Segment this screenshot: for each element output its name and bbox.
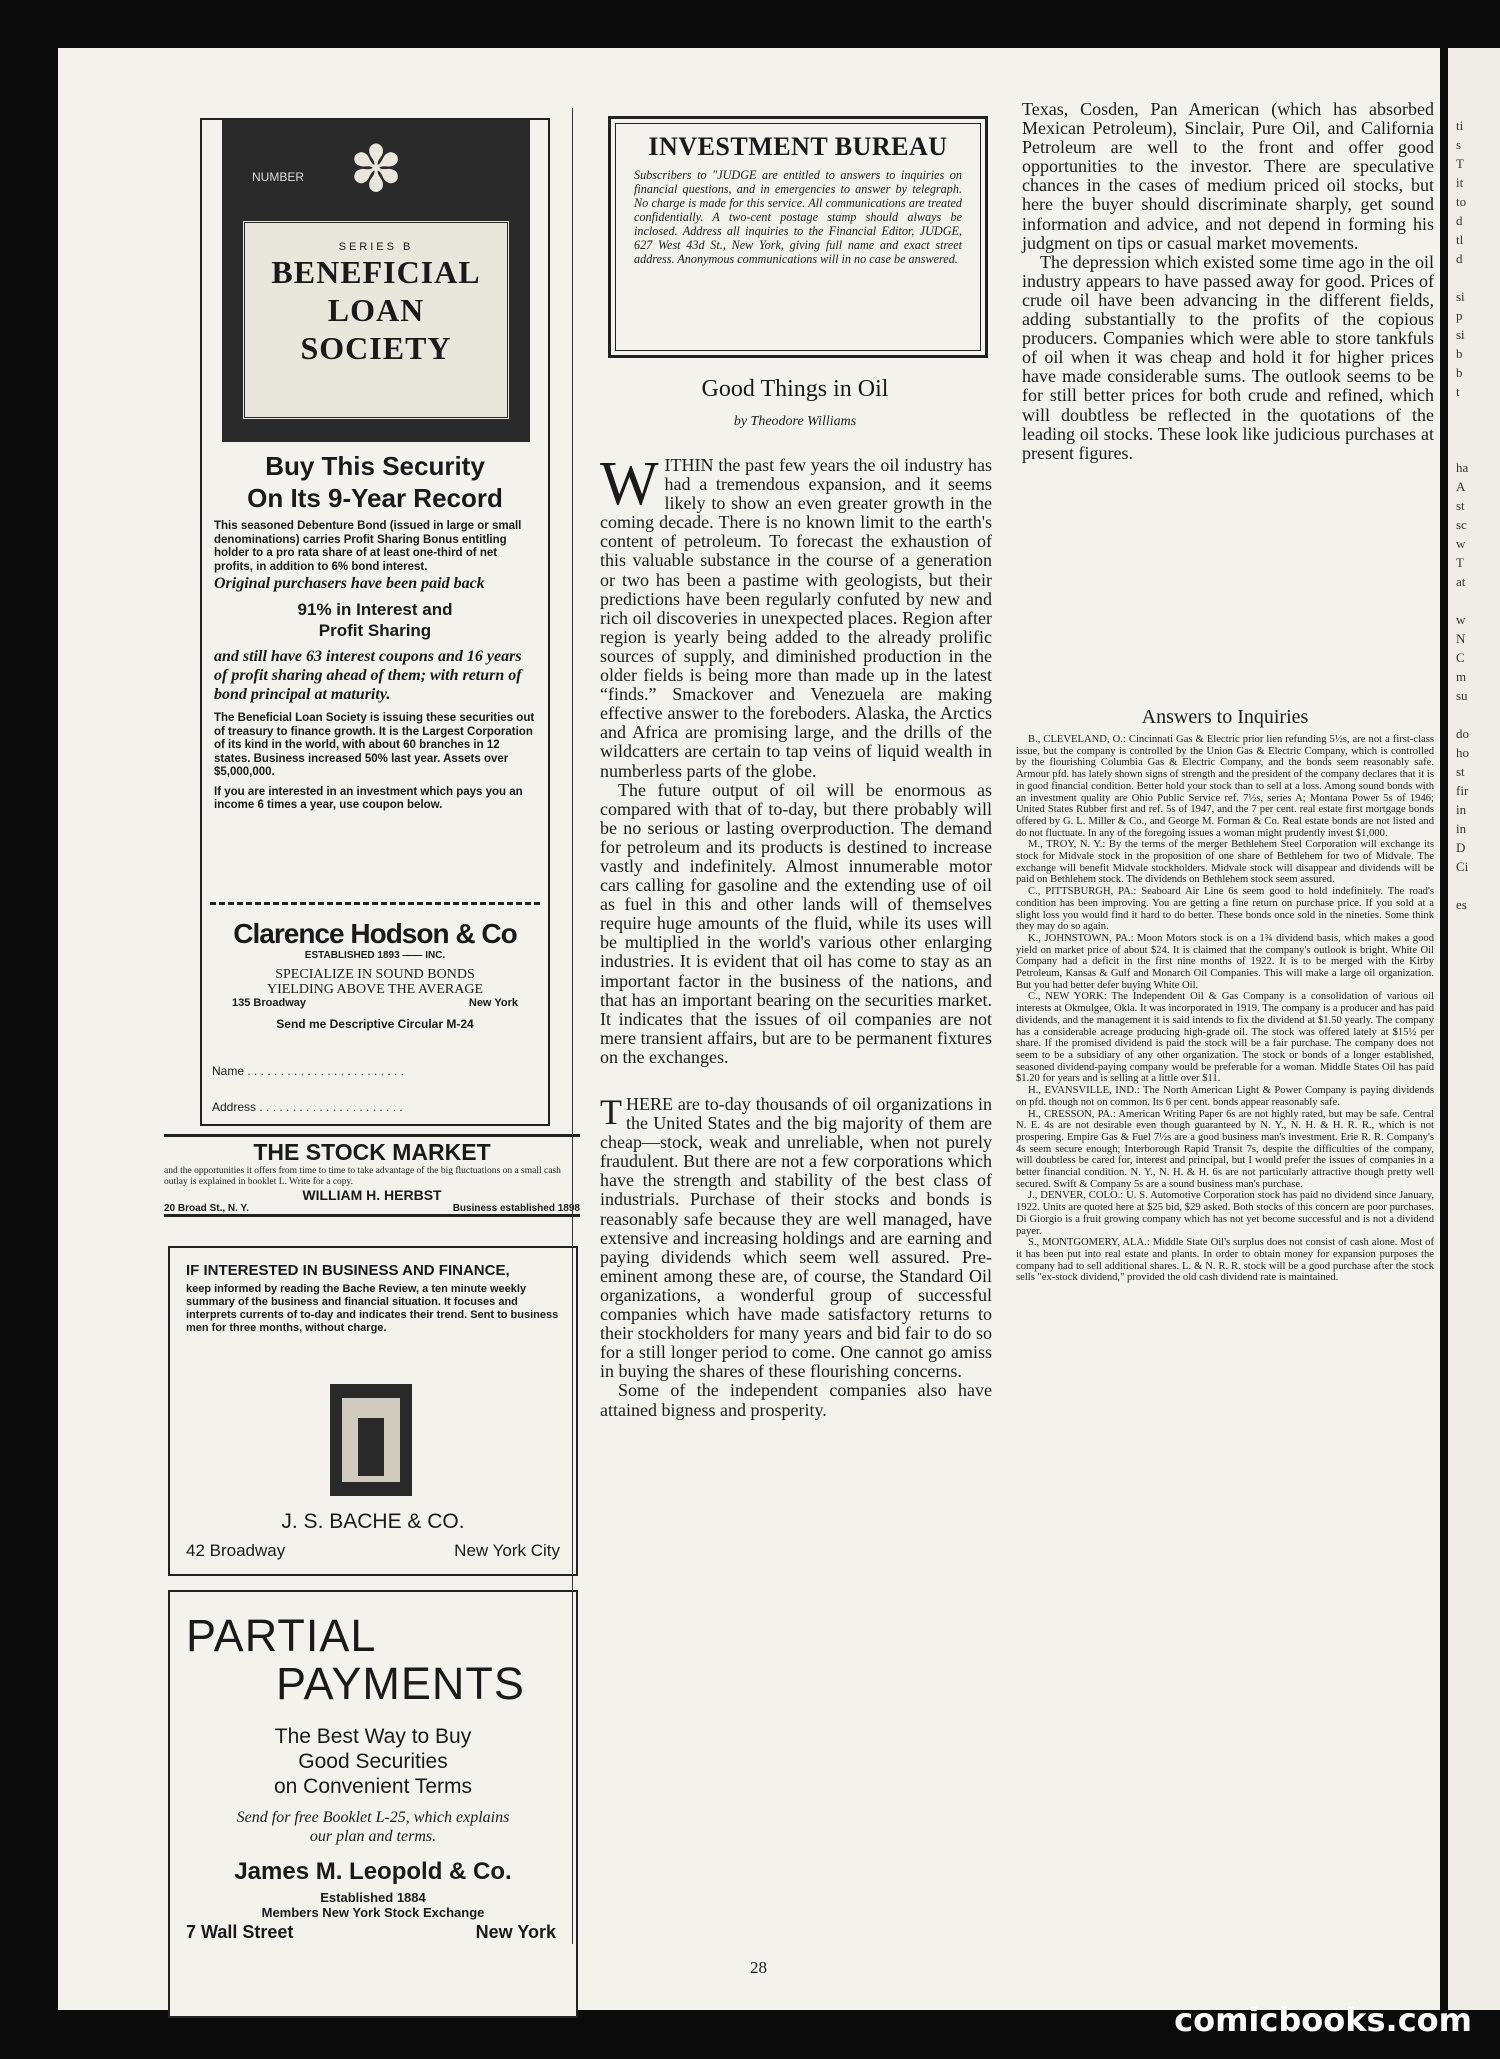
page-number: 28 xyxy=(750,1958,767,1977)
answer-item: C., PITTSBURGH, PA.: Seaboard Air Line 6s seem good to hold indefinitely. The road's condition has been improving. You are getting a fine return on purchase price. If you sold at a slight loss you would find it hard to do better. These bonds once sold in the nineties. Some think they may do so again. xyxy=(1016,886,1434,933)
leopold-title-1: PARTIAL xyxy=(186,1610,377,1661)
drop-cap-2: T xyxy=(600,1092,622,1132)
bond-certificate-image xyxy=(222,120,530,442)
facing-page-strip xyxy=(1448,48,1500,2010)
article-p1-text: the past few years the oil industry has had a tremendous expansion, and it seems likely to show an even greater growth in the coming decade. There is no known limit to the earth's content of petroleum. To forecast the exhaustion of this valuable substance in the course of a generation or two has been a pastime with geologists, but their predictions have been regularly confuted by new and rich oil discoveries in unexpected places. Region after region is yearly being added to the already prolific sources of supply, and diminished production in the older fields is being more than made up in the latest “finds.” Smackover and Venezuela are making effective answer to the foreboders. Alaska, the Arctics and Africa are promising large, and the drills of the wildcatters are certain to tap veins of liquid wealth in numberless parts of the globe. xyxy=(600,455,992,781)
cert-name-1: BENEFICIAL xyxy=(271,254,481,290)
cert-name-2: LOAN xyxy=(327,292,425,328)
beneficial-loan-ad xyxy=(200,118,550,1126)
leopold-italic-1: Send for free Booklet L-25, which explains xyxy=(236,1809,510,1826)
bond-big-2: Profit Sharing xyxy=(318,621,432,640)
bache-title: IF INTERESTED IN BUSINESS AND FINANCE, xyxy=(186,1262,510,1279)
hodson-spec-2: YIELDING ABOVE THE AVERAGE xyxy=(266,982,484,997)
article-p3-text: are to-day thousands of oil organizations in the United States and the big majority of them are cheap—stock, weak and unreliable, when not purely fraudulent. But there are not a few corporations which have the strength and stability of the best class of industrials. Purchase of their stocks and bonds is reasonably safe because they are well managed, have extensive and increasing holdings and are earning and paying dividends which seem well assured. Pre-eminent among these are, of course, the Standard Oil organizations, a wonderful group of successful companies which have made satisfactory returns to their stockholders for many years and bid fair to do so for a still longer period to come. One cannot go amiss in buying the shares of these flourishing concerns. xyxy=(600,1094,992,1382)
leopold-est-2: Members New York Stock Exchange xyxy=(261,1905,485,1920)
stock-market-footer xyxy=(164,1203,580,1217)
bond-headline xyxy=(202,450,548,514)
answers-title: Answers to Inquiries xyxy=(1141,706,1309,728)
bache-ad xyxy=(168,1246,578,1576)
stock-market-title: THE STOCK MARKET xyxy=(164,1134,580,1166)
eagle-icon: ✽ xyxy=(349,134,403,205)
leopold-sub xyxy=(170,1724,576,1799)
stock-market-who: WILLIAM H. HERBST xyxy=(302,1187,442,1203)
coupon-name-field[interactable]: Name . . . . . . . . . . . . . . . . . . . . . . . . xyxy=(212,1064,405,1078)
drop-cap: W xyxy=(600,450,659,518)
bond-headline-2: On Its 9-Year Record xyxy=(247,483,503,513)
article-column-1 xyxy=(600,450,992,1420)
answer-item: B., CLEVELAND, O.: Cincinnati Gas & Electric prior lien refunding 5½s, are not a first-class issue, but the company is controlled by the Union Gas & Electric Company, which is controlled by the flourishing Columbia Gas & Electric Company, and the bonds seem reasonably safe. Armour pfd. has lately shown signs of strength and the president of the company declares that it is in good financial condition. Better hold your stock than to sell at a loss. Among sound bonds with an investment quality are Ohio Public Service ref. 7½s, series A; Montana Power 5s of 1946; United States Rubber first and ref. 5s of 1947, and the 7 per cent. real estate first mortgage bonds offered by G. L. Miller & Co., and George M. Forman & Co. Real estate bonds are not listed and do not fluctuate. In any of the foregoing issues a woman might prudently invest $1,000. xyxy=(1016,734,1434,839)
bache-firm: J. S. BACHE & CO. xyxy=(281,1510,465,1533)
stock-market-est: Business established 1898 xyxy=(452,1203,580,1214)
answer-item: M., TROY, N. Y.: By the terms of the merger Bethlehem Steel Corporation will exchange its stock for Midvale stock in the proposition of one share of Bethlehem for two of Midvale. The exchange will benefit Midvale stockholders. Midvale stock will disappear and dividends will be paid on Bethlehem stock. The dividends on Bethlehem stock seem assured. xyxy=(1016,839,1434,886)
article-title: Good Things in Oil xyxy=(701,376,889,402)
bond-headline-1: Buy This Security xyxy=(265,451,485,481)
answers-list xyxy=(1016,734,1434,1284)
lead-word: ITHIN xyxy=(664,455,714,475)
leopold-city: New York xyxy=(475,1922,556,1942)
leopold-sub-1: The Best Way to Buy xyxy=(274,1725,472,1748)
leopold-italic xyxy=(170,1808,576,1846)
leopold-est xyxy=(170,1890,576,1920)
leopold-italic-2: our plan and terms. xyxy=(309,1828,437,1845)
coupon-address-field[interactable]: Address . . . . . . . . . . . . . . . . . . . . . . xyxy=(212,1100,403,1114)
stock-market-text: and the opportunities it offers from time to time to take advantage of the big fluctuations on a small cash outlay is explained in booklet L. Write for a copy. xyxy=(164,1166,561,1187)
answer-item: S., MONTGOMERY, ALA.: Middle State Oil's surplus does not consist of cash alone. Most of it has been put into real estate and plants. In order to obtain money for expansion purposes the company had to sell additional shares. L. & N. R. R. stock will be a good purchase after the stock sells "ex-stock dividend," provided the old cash dividend rate is maintained. xyxy=(1016,1237,1434,1284)
bond-p3: If you are interested in an investment which pays you an income 6 times a year, use coupon below. xyxy=(214,785,523,811)
bache-address xyxy=(186,1541,560,1561)
hodson-coupon xyxy=(202,918,548,1031)
stock-exchange-building-icon xyxy=(330,1384,412,1496)
hodson-spec-1: SPECIALIZE IN SOUND BONDS xyxy=(275,967,475,982)
leopold-sub-3: on Convenient Terms xyxy=(273,1775,473,1798)
answer-item: J., DENVER, COLO.: U. S. Automotive Corporation stock has paid no dividend since January, 1922. Units are quoted here at $25 bid, $29 asked. Both stocks of this concern are poor purchases. Di Giorgio is a fruit growing company which has not yet become successful and is not a dividend payer. xyxy=(1016,1190,1434,1237)
article-p6: The depression which existed some time ago in the oil industry appears to have passed away for good. Prices of crude oil have been advancing in the different fields, adding substantially to the profits of the copious producers. Companies which were able to store tankfuls of oil when it was cheap and hold it for higher prices have made considerable sums. The outlook seems to be for still better prices for both crude and refined, which will doubtless be reflected in the quotations of the leading oil stocks. These look like judicious purchases at present figures. xyxy=(1022,251,1434,463)
stock-market-ad xyxy=(164,1134,580,1217)
article-p3 xyxy=(600,1092,992,1382)
investment-bureau-box xyxy=(608,116,988,358)
hodson-street: 135 Broadway xyxy=(232,997,306,1009)
hodson-established: ESTABLISHED 1893 —— INC. xyxy=(304,950,446,961)
bache-text: keep informed by reading the Bache Review, a ten minute weekly summary of the business and financial situation. It focuses and interprets currents of to-day and indicates their trend. Sent to business men for three months, without charge. xyxy=(186,1283,559,1334)
investment-bureau-title: INVESTMENT BUREAU xyxy=(648,132,948,161)
answer-item: K., JOHNSTOWN, PA.: Moon Motors stock is on a 1¾ dividend basis, which makes a good yield on market price of about $24. It is claimed that the company's outlook is bright. White Oil Company had a deficit in the first nine months of 1922. It is to be merged with the Kirby Petroleum, Kansas & Gulf and Monarch Oil Companies. This will make a large oil organization. But you had better defer buying White Oil. xyxy=(1016,932,1434,991)
article-p4: Some of the independent companies also have attained bigness and prosperity. xyxy=(600,1380,992,1420)
leopold-ad xyxy=(168,1590,578,2018)
watermark: comicbooks.com xyxy=(1174,2001,1472,2039)
article-p5: Texas, Cosden, Pan American (which has absorbed Mexican Petroleum), Sinclair, Pure Oil, and California Petroleum are well to the front and offer good opportunities to the investor. There are speculative chances in the cases of medium priced oil stocks, but here the buyer should discriminate sharply, get sound information and advice, and not depend in forming his judgment on tips or casual market movements. xyxy=(1022,99,1434,253)
bond-italic1: Original purchasers have been paid back xyxy=(214,575,485,592)
answer-item: C., NEW YORK: The Independent Oil & Gas Company is a consolidation of various oil interests at Okmulgee, Okla. It was incorporated in 1919. The company is a producer and has paid dividends, and the management it is said intends to fix the dividend at $1.50 yearly. The company has a considerable acreage producing high-grade oil. The stock was offered lately at $15½ per share. If the promised dividend is paid the stock will be a fair purchase. The company does not seem to be a subsidiary of any other organization. The stock or bonds of a longer established, seasoned dividend-paying company would be preferable for a woman. Middle States Oil has paid $1.20 for years and is selling at a little over $11. xyxy=(1016,991,1434,1085)
bond-p2: The Beneficial Loan Society is issuing these securities out of treasury to finance growth. It is the Largest Corporation of its kind in the world, with about 60 branches in 12 states. Business increased 50% last year. Assets over $5,000,000. xyxy=(214,712,535,778)
article-p1 xyxy=(600,450,992,781)
column-rule xyxy=(572,108,573,1944)
cert-panel xyxy=(242,220,510,420)
investment-bureau-text: Subscribers to "JUDGE are entitled to answers to inquiries on financial questions, and in emergencies to answer by telegraph. No charge is made for this service. All communications are treated confidentially. A two-cent postage stamp should always be inclosed. Address all inquiries to the Financial Editor, JUDGE, 627 West 43d St., New York, giving full name and exact street address. Anonymous communications will in no case be answered. xyxy=(634,168,962,266)
article-byline: by Theodore Williams xyxy=(733,414,857,429)
article-column-2 xyxy=(1022,100,1434,463)
cert-name-3: SOCIETY xyxy=(300,330,452,366)
answer-item: H., CRESSON, PA.: American Writing Paper 6s are not highly rated, but may be safe. Central N. E. 4s are not desirable even though guaranteed by N. Y., N. H. & H. R. R., which is not prospering. Empire Gas & Fuel 7½s are a good business man's investment. Erie R. R. Company's 4s seem secure enough; Interborough Rapid Transit 7s, despite the difficulties of the company, will doubtless be cared for, interest and principal, but I would prefer the issues of companies in a better financial condition. N. Y., N. H. & H. 6s are not particularly attractive though pretty well secured. Swift & Company 5s are a sound business man's purchase. xyxy=(1016,1108,1434,1190)
bond-body xyxy=(214,520,536,813)
bond-italic2: and still have 63 interest coupons and 16 years of profit sharing ahead of them; with return of bond principal at maturity. xyxy=(214,648,522,703)
facing-page-margin-text: ti s T it to d tl d si p si b b t ha A st sc w T at w N C m su do ho st fir in in D Ci es xyxy=(1456,118,1469,912)
coupon-cut-line xyxy=(210,902,540,905)
hodson-address xyxy=(202,997,548,1009)
stock-market-street: 20 Broad St., N. Y. xyxy=(164,1203,249,1214)
leopold-sub-2: Good Securities xyxy=(298,1750,448,1773)
bache-street: 42 Broadway xyxy=(186,1541,286,1560)
bache-city: New York City xyxy=(454,1541,560,1560)
answer-item: H., EVANSVILLE, IND.: The North American Light & Power Company is paying dividends on pfd. though not on common. Its 6 per cent. bonds appear reasonably safe. xyxy=(1016,1085,1434,1108)
bond-p1: This seasoned Debenture Bond (issued in large or small denominations) carries Profit Sharing Bonus entitling holder to a pro rata share of at least one-third of net profits, in addition to 6% bond interest. xyxy=(214,520,522,573)
cert-number: NUMBER xyxy=(252,170,305,184)
leopold-firm: James M. Leopold & Co. xyxy=(234,1858,512,1885)
article-p2: The future output of oil will be enormous as compared with that of to-day, but there probably will be no serious or lasting overproduction. The demand for petroleum and its products is destined to increase vastly and indefinitely. Almost innumerable motor cars calling for gasoline and the extending use of oil as fuel in this and other lands will of themselves require huge amounts of the fluid, while its uses will be multiplied in the world's various other enlarging industries. It is evident that oil has come to stay as an important factor in the business of the nations, and that has an important bearing on the securities market. It indicates that the issues of oil companies are not mere transient affairs, but are to be permanent fixtures on the exchanges. xyxy=(600,779,992,1067)
cert-series: SERIES B xyxy=(338,241,414,253)
leopold-street: 7 Wall Street xyxy=(186,1922,294,1942)
leopold-address xyxy=(186,1922,556,1943)
bond-big-1: 91% in Interest and xyxy=(297,600,453,619)
hodson-city: New York xyxy=(468,997,518,1009)
leopold-title-2: PAYMENTS xyxy=(276,1658,525,1709)
hodson-name: Clarence Hodson & Co xyxy=(233,918,517,949)
lead-word-2: HERE xyxy=(626,1094,673,1114)
hodson-circular: Send me Descriptive Circular M-24 xyxy=(276,1017,474,1031)
leopold-est-1: Established 1884 xyxy=(320,1890,426,1905)
